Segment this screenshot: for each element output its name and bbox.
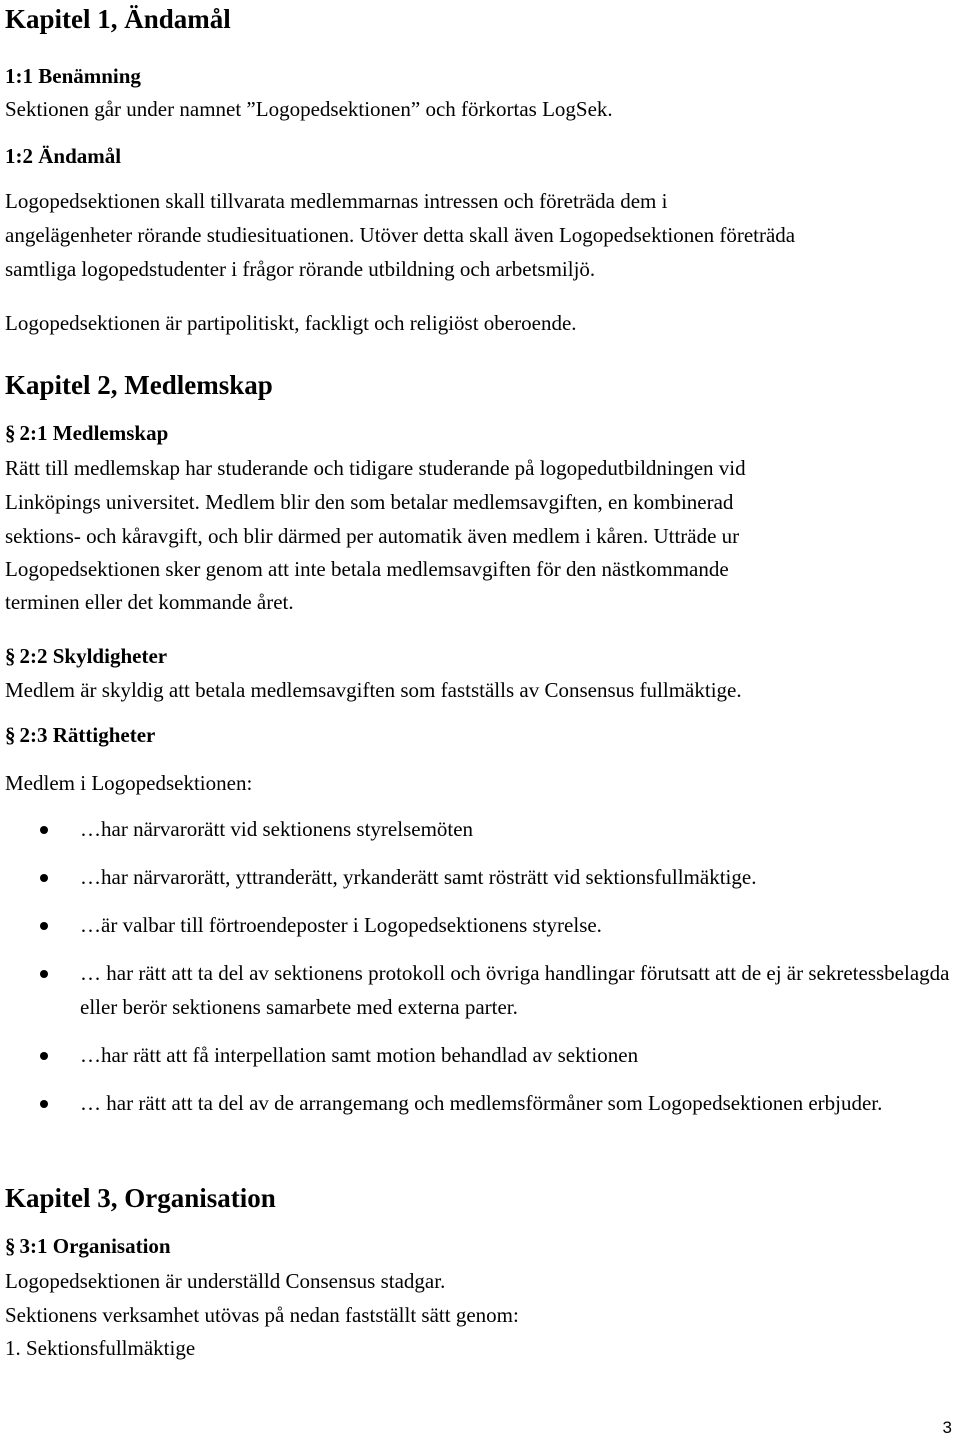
section-3-1-line-3: 1. Sektionsfullmäktige	[5, 1336, 196, 1360]
section-2-3-label: 2:3 Rättigheter	[19, 723, 156, 747]
bullet-icon	[40, 1052, 48, 1060]
list-item-text: …har närvarorätt vid sektionens styrelsemöten	[80, 817, 474, 841]
bullet-icon	[40, 970, 48, 978]
section-2-1-line-2: Linköpings universitet. Medlem blir den som betalar medlemsavgiften, en kombinerad	[5, 490, 734, 514]
section-symbol: §	[5, 1234, 16, 1258]
bullet-icon	[40, 874, 48, 882]
bullet-icon	[40, 826, 48, 834]
section-symbol: §	[5, 644, 16, 668]
section-2-1-line-1: Rätt till medlemskap har studerande och tidigare studerande på logopedutbildningen vid	[5, 456, 746, 480]
section-2-1-line-4: Logopedsektionen sker genom att inte betala medlemsavgiften för den nästkommande	[5, 557, 729, 581]
chapter-3-title: Kapitel 3, Organisation	[5, 1183, 276, 1213]
section-2-2-label: 2:2 Skyldigheter	[19, 644, 168, 668]
section-1-2-title: 1:2 Ändamål	[5, 144, 122, 168]
section-symbol: §	[5, 421, 16, 445]
section-3-1-line-2: Sektionens verksamhet utövas på nedan fastställt sätt genom:	[5, 1303, 519, 1327]
section-3-1-label: 3:1 Organisation	[19, 1234, 171, 1258]
chapter-2-title: Kapitel 2, Medlemskap	[5, 370, 273, 400]
section-1-2-line-3: samtliga logopedstudenter i frågor rörande utbildning och arbetsmiljö.	[5, 257, 596, 281]
section-3-1-line-1: Logopedsektionen är underställd Consensus stadgar.	[5, 1269, 446, 1293]
list-item-text: …är valbar till förtroendeposter i Logopedsektionens styrelse.	[80, 913, 602, 937]
bullet-icon	[40, 1100, 48, 1108]
section-1-2-line-4: Logopedsektionen är partipolitiskt, fackligt och religiöst oberoende.	[5, 311, 577, 335]
section-2-2-text: Medlem är skyldig att betala medlemsavgiften som fastställs av Consensus fullmäktige.	[5, 678, 742, 702]
list-item-text: …har närvarorätt, yttranderätt, yrkanderätt samt rösträtt vid sektionsfullmäktige.	[80, 865, 757, 889]
section-1-2-line-2: angelägenheter rörande studiesituationen. Utöver detta skall även Logopedsektionen företräda	[5, 223, 796, 247]
section-2-1-title	[5, 420, 168, 446]
section-2-3-title	[5, 722, 155, 748]
list-item-text: … har rätt att ta del av de arrangemang och medlemsförmåner som Logopedsektionen erbjuder.	[80, 1091, 883, 1115]
section-1-1-title: 1:1 Benämning	[5, 64, 141, 88]
chapter-1-title: Kapitel 1, Ändamål	[5, 4, 231, 34]
section-2-1-line-3: sektions- och kåravgift, och blir därmed per automatik även medlem i kåren. Utträde ur	[5, 524, 740, 548]
section-1-2-line-1: Logopedsektionen skall tillvarata medlemmarnas intressen och företräda dem i	[5, 189, 668, 213]
page-number: 3	[942, 1418, 952, 1437]
section-2-1-label: 2:1 Medlemskap	[19, 421, 169, 445]
list-item-text: … har rätt att ta del av sektionens protokoll och övriga handlingar förutsatt att de ej är sekretessbelagda eller berör sektionens samarbete med externa parter.	[80, 961, 950, 1019]
section-1-1-text: Sektionen går under namnet ”Logopedsektionen” och förkortas LogSek.	[5, 97, 613, 121]
bullet-icon	[40, 922, 48, 930]
section-2-3-intro: Medlem i Logopedsektionen:	[5, 771, 253, 795]
section-symbol: §	[5, 723, 16, 747]
list-item-text: …har rätt att få interpellation samt motion behandlad av sektionen	[80, 1043, 639, 1067]
section-2-1-line-5: terminen eller det kommande året.	[5, 590, 294, 614]
section-2-2-title	[5, 643, 167, 669]
section-3-1-title	[5, 1233, 171, 1259]
